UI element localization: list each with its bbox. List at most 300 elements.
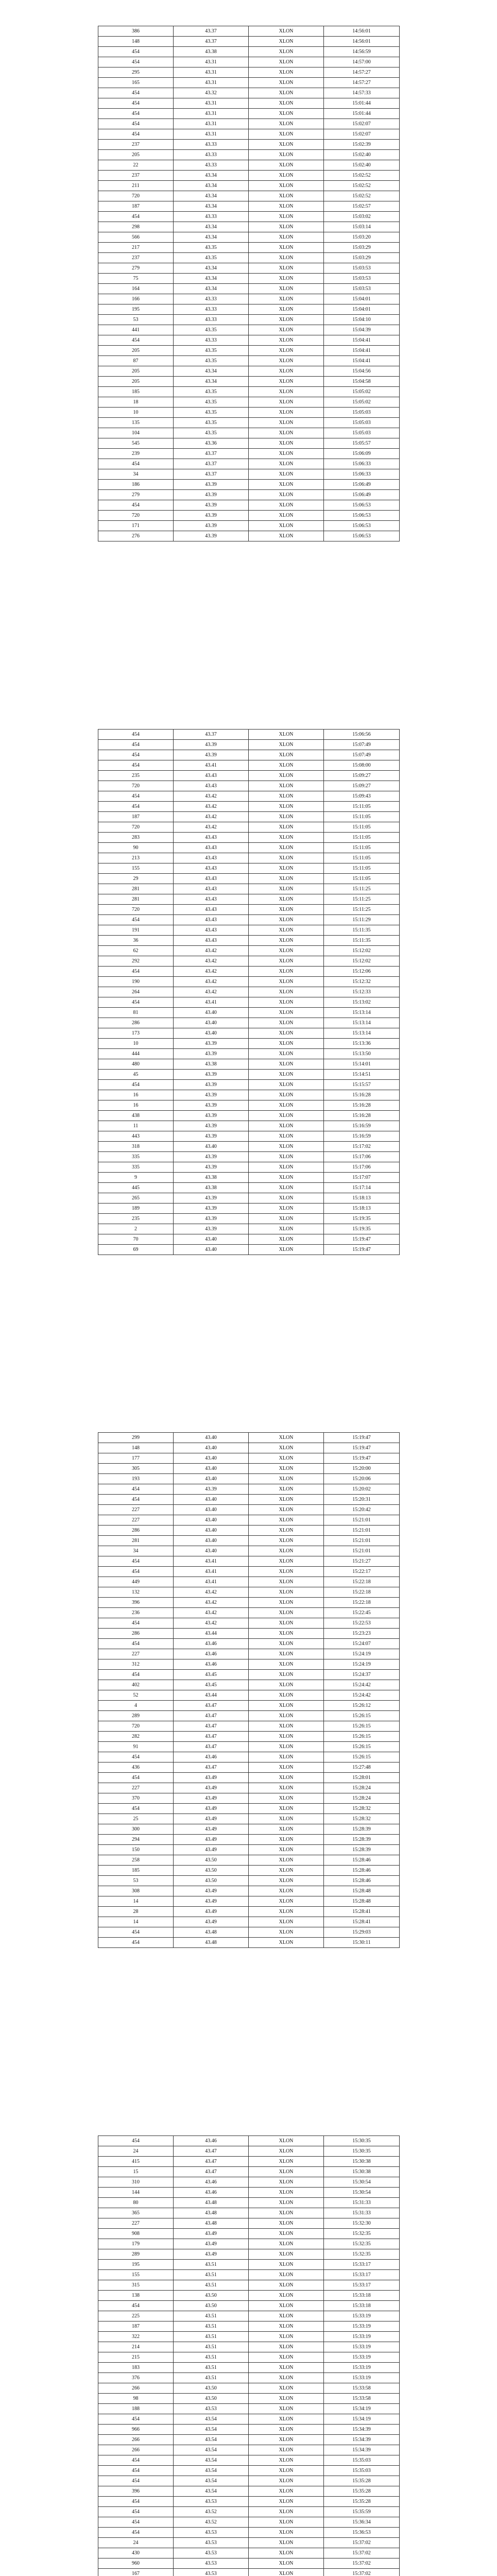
- volume-cell: 444: [98, 1049, 174, 1059]
- time-cell: 15:13:14: [324, 1018, 400, 1028]
- volume-cell: 281: [98, 894, 174, 905]
- volume-cell: 315: [98, 2280, 174, 2291]
- price-cell: 43.43: [174, 936, 249, 946]
- venue-cell: XLON: [249, 387, 324, 397]
- venue-cell: XLON: [249, 1018, 324, 1028]
- table-row: [98, 1876, 400, 1886]
- time-cell: 15:37:02: [324, 2558, 400, 2569]
- table-row: [98, 1495, 400, 1505]
- time-cell: 15:24:42: [324, 1690, 400, 1701]
- volume-cell: 62: [98, 946, 174, 956]
- time-cell: 15:28:46: [324, 1876, 400, 1886]
- table-row: [98, 222, 400, 232]
- volume-cell: 4: [98, 1701, 174, 1711]
- table-row: [98, 480, 400, 490]
- volume-cell: 150: [98, 1845, 174, 1855]
- price-cell: 43.39: [174, 1204, 249, 1214]
- time-cell: 15:05:57: [324, 438, 400, 449]
- volume-cell: 318: [98, 1142, 174, 1152]
- price-cell: 43.52: [174, 2517, 249, 2528]
- time-cell: 15:33:19: [324, 2352, 400, 2363]
- volume-cell: 454: [98, 2507, 174, 2517]
- venue-cell: XLON: [249, 1224, 324, 1234]
- price-cell: 43.45: [174, 1670, 249, 1680]
- time-cell: 15:02:40: [324, 160, 400, 171]
- venue-cell: XLON: [249, 1670, 324, 1680]
- price-cell: 43.53: [174, 2569, 249, 2576]
- table-row: [98, 438, 400, 449]
- venue-cell: XLON: [249, 946, 324, 956]
- table-row: [98, 201, 400, 212]
- volume-cell: 289: [98, 1711, 174, 1721]
- volume-cell: 266: [98, 2383, 174, 2394]
- table-row: [98, 2352, 400, 2363]
- venue-cell: XLON: [249, 771, 324, 781]
- price-cell: 43.51: [174, 2332, 249, 2342]
- price-cell: 43.49: [174, 1835, 249, 1845]
- venue-cell: XLON: [249, 1142, 324, 1152]
- time-cell: 15:11:25: [324, 884, 400, 894]
- venue-cell: XLON: [249, 1598, 324, 1608]
- time-cell: 15:11:05: [324, 843, 400, 853]
- venue-cell: XLON: [249, 1876, 324, 1886]
- volume-cell: 335: [98, 1162, 174, 1173]
- price-cell: 43.34: [174, 222, 249, 232]
- volume-cell: 15: [98, 2167, 174, 2177]
- price-cell: 43.37: [174, 730, 249, 740]
- time-cell: 15:28:01: [324, 1773, 400, 1783]
- time-cell: 15:04:01: [324, 294, 400, 304]
- volume-cell: 365: [98, 2208, 174, 2218]
- price-cell: 43.34: [174, 191, 249, 201]
- time-cell: 15:05:02: [324, 397, 400, 408]
- time-cell: 15:06:56: [324, 730, 400, 740]
- volume-cell: 279: [98, 490, 174, 500]
- volume-cell: 454: [98, 760, 174, 771]
- table-row: [98, 740, 400, 750]
- volume-cell: 258: [98, 1855, 174, 1866]
- venue-cell: XLON: [249, 469, 324, 480]
- venue-cell: XLON: [249, 1721, 324, 1732]
- venue-cell: XLON: [249, 2528, 324, 2538]
- venue-cell: XLON: [249, 936, 324, 946]
- time-cell: 15:30:38: [324, 2167, 400, 2177]
- time-cell: 15:35:28: [324, 2486, 400, 2497]
- volume-cell: 2: [98, 1224, 174, 1234]
- table-row: [98, 1453, 400, 1464]
- table-row: [98, 171, 400, 181]
- table-row: [98, 1111, 400, 1121]
- table-row: [98, 335, 400, 346]
- table-row: [98, 47, 400, 57]
- price-cell: 43.49: [174, 2249, 249, 2260]
- time-cell: 15:24:07: [324, 1639, 400, 1649]
- volume-cell: 235: [98, 771, 174, 781]
- volume-cell: 132: [98, 1587, 174, 1598]
- venue-cell: XLON: [249, 1927, 324, 1938]
- price-cell: 43.43: [174, 771, 249, 781]
- venue-cell: XLON: [249, 1484, 324, 1495]
- table-row: [98, 274, 400, 284]
- venue-cell: XLON: [249, 1917, 324, 1927]
- venue-cell: XLON: [249, 1183, 324, 1193]
- venue-cell: XLON: [249, 1049, 324, 1059]
- time-cell: 15:19:47: [324, 1453, 400, 1464]
- volume-cell: 454: [98, 47, 174, 57]
- venue-cell: XLON: [249, 2342, 324, 2352]
- time-cell: 15:28:39: [324, 1824, 400, 1835]
- table-row: [98, 1629, 400, 1639]
- venue-cell: XLON: [249, 2218, 324, 2229]
- table-row: [98, 1608, 400, 1618]
- time-cell: 15:33:17: [324, 2260, 400, 2270]
- volume-cell: 185: [98, 387, 174, 397]
- volume-cell: 545: [98, 438, 174, 449]
- table-row: [98, 2270, 400, 2280]
- price-cell: 43.43: [174, 781, 249, 791]
- time-cell: 15:12:32: [324, 977, 400, 987]
- venue-cell: XLON: [249, 2136, 324, 2146]
- table-row: [98, 1639, 400, 1649]
- table-row: [98, 2476, 400, 2486]
- volume-cell: 214: [98, 2342, 174, 2352]
- volume-cell: 454: [98, 915, 174, 925]
- venue-cell: XLON: [249, 1495, 324, 1505]
- volume-cell: 370: [98, 1793, 174, 1804]
- time-cell: 15:17:06: [324, 1152, 400, 1162]
- table-row: [98, 1742, 400, 1752]
- venue-cell: XLON: [249, 1070, 324, 1080]
- table-row: [98, 2239, 400, 2249]
- price-cell: 43.54: [174, 2486, 249, 2497]
- table-row: [98, 843, 400, 853]
- price-cell: 43.49: [174, 1824, 249, 1835]
- time-cell: 15:16:28: [324, 1100, 400, 1111]
- price-cell: 43.54: [174, 2425, 249, 2435]
- table-row: [98, 812, 400, 822]
- table-row: [98, 1598, 400, 1608]
- price-cell: 43.33: [174, 150, 249, 160]
- venue-cell: XLON: [249, 1701, 324, 1711]
- time-cell: 15:20:06: [324, 1474, 400, 1484]
- venue-cell: XLON: [249, 1464, 324, 1474]
- price-cell: 43.43: [174, 915, 249, 925]
- price-cell: 43.44: [174, 1690, 249, 1701]
- time-cell: 15:32:35: [324, 2239, 400, 2249]
- table-row: [98, 98, 400, 109]
- time-cell: 15:26:15: [324, 1711, 400, 1721]
- venue-cell: XLON: [249, 1886, 324, 1896]
- price-cell: 43.32: [174, 88, 249, 98]
- table-row: [98, 802, 400, 812]
- volume-cell: 454: [98, 459, 174, 469]
- price-cell: 43.38: [174, 1183, 249, 1193]
- volume-cell: 135: [98, 418, 174, 428]
- venue-cell: XLON: [249, 232, 324, 243]
- table-row: [98, 977, 400, 987]
- price-cell: 43.36: [174, 438, 249, 449]
- table-row: [98, 26, 400, 37]
- price-cell: 43.47: [174, 1762, 249, 1773]
- price-cell: 43.46: [174, 2177, 249, 2188]
- volume-cell: 454: [98, 1938, 174, 1948]
- volume-cell: 205: [98, 377, 174, 387]
- time-cell: 15:24:19: [324, 1659, 400, 1670]
- venue-cell: XLON: [249, 1536, 324, 1546]
- table-row: [98, 2208, 400, 2218]
- price-cell: 43.33: [174, 315, 249, 325]
- table-row: [98, 1183, 400, 1193]
- venue-cell: XLON: [249, 181, 324, 191]
- time-cell: 15:09:27: [324, 781, 400, 791]
- venue-cell: XLON: [249, 37, 324, 47]
- table-row: [98, 967, 400, 977]
- table-row: [98, 2260, 400, 2270]
- volume-cell: 720: [98, 905, 174, 915]
- venue-cell: XLON: [249, 428, 324, 438]
- venue-cell: XLON: [249, 26, 324, 37]
- table-row: [98, 2435, 400, 2445]
- time-cell: 15:01:44: [324, 98, 400, 109]
- price-cell: 43.47: [174, 2157, 249, 2167]
- table-row: [98, 387, 400, 397]
- volume-cell: 11: [98, 1121, 174, 1131]
- volume-cell: 720: [98, 511, 174, 521]
- venue-cell: XLON: [249, 925, 324, 936]
- time-cell: 15:11:05: [324, 802, 400, 812]
- volume-cell: 300: [98, 1824, 174, 1835]
- volume-cell: 189: [98, 1204, 174, 1214]
- volume-cell: 454: [98, 2476, 174, 2486]
- price-cell: 43.39: [174, 480, 249, 490]
- table-row: [98, 1783, 400, 1793]
- time-cell: 15:35:28: [324, 2497, 400, 2507]
- venue-cell: XLON: [249, 1546, 324, 1556]
- price-cell: 43.39: [174, 1111, 249, 1121]
- volume-cell: 165: [98, 78, 174, 88]
- price-cell: 43.38: [174, 47, 249, 57]
- volume-cell: 454: [98, 997, 174, 1008]
- table-row: [98, 1670, 400, 1680]
- price-cell: 43.43: [174, 833, 249, 843]
- time-cell: 15:11:35: [324, 925, 400, 936]
- table-row: [98, 1732, 400, 1742]
- venue-cell: XLON: [249, 1433, 324, 1443]
- price-cell: 43.41: [174, 1577, 249, 1587]
- price-cell: 43.53: [174, 2528, 249, 2538]
- venue-cell: XLON: [249, 874, 324, 884]
- venue-cell: XLON: [249, 1556, 324, 1567]
- time-cell: 15:36:53: [324, 2528, 400, 2538]
- venue-cell: XLON: [249, 263, 324, 274]
- time-cell: 15:37:02: [324, 2538, 400, 2548]
- table-row: [98, 232, 400, 243]
- venue-cell: XLON: [249, 253, 324, 263]
- time-cell: 15:33:18: [324, 2301, 400, 2311]
- time-cell: 15:06:53: [324, 500, 400, 511]
- volume-cell: 299: [98, 1433, 174, 1443]
- table-row: [98, 2558, 400, 2569]
- price-cell: 43.34: [174, 366, 249, 377]
- venue-cell: XLON: [249, 2280, 324, 2291]
- venue-cell: XLON: [249, 2435, 324, 2445]
- venue-cell: XLON: [249, 802, 324, 812]
- venue-cell: XLON: [249, 2321, 324, 2332]
- volume-cell: 454: [98, 1927, 174, 1938]
- price-cell: 43.51: [174, 2280, 249, 2291]
- table-row: [98, 925, 400, 936]
- volume-cell: 454: [98, 57, 174, 67]
- time-cell: 15:02:39: [324, 140, 400, 150]
- venue-cell: XLON: [249, 833, 324, 843]
- price-cell: 43.40: [174, 1234, 249, 1245]
- volume-cell: 190: [98, 977, 174, 987]
- table-row: [98, 1762, 400, 1773]
- venue-cell: XLON: [249, 2311, 324, 2321]
- volume-cell: 454: [98, 1567, 174, 1577]
- time-cell: 15:12:06: [324, 967, 400, 977]
- table-row: [98, 781, 400, 791]
- price-cell: 43.54: [174, 2435, 249, 2445]
- price-cell: 43.49: [174, 1907, 249, 1917]
- volume-cell: 80: [98, 2198, 174, 2208]
- venue-cell: XLON: [249, 2208, 324, 2218]
- venue-cell: XLON: [249, 1028, 324, 1039]
- venue-cell: XLON: [249, 2270, 324, 2280]
- volume-cell: 282: [98, 1732, 174, 1742]
- table-row: [98, 212, 400, 222]
- venue-cell: XLON: [249, 2167, 324, 2177]
- venue-cell: XLON: [249, 1690, 324, 1701]
- time-cell: 15:19:47: [324, 1443, 400, 1453]
- price-cell: 43.43: [174, 894, 249, 905]
- venue-cell: XLON: [249, 129, 324, 140]
- table-row: [98, 2445, 400, 2455]
- time-cell: 15:17:02: [324, 1142, 400, 1152]
- time-cell: 15:30:11: [324, 1938, 400, 1948]
- time-cell: 15:03:20: [324, 232, 400, 243]
- time-cell: 15:28:46: [324, 1866, 400, 1876]
- table-row: [98, 2486, 400, 2497]
- table-row: [98, 1721, 400, 1732]
- venue-cell: XLON: [249, 1711, 324, 1721]
- table-row: [98, 78, 400, 88]
- price-cell: 43.39: [174, 1039, 249, 1049]
- price-cell: 43.41: [174, 1556, 249, 1567]
- venue-cell: XLON: [249, 987, 324, 997]
- price-cell: 43.50: [174, 2383, 249, 2394]
- volume-cell: 454: [98, 1639, 174, 1649]
- price-cell: 43.50: [174, 1876, 249, 1886]
- price-cell: 43.49: [174, 1886, 249, 1896]
- table-row: [98, 1845, 400, 1855]
- venue-cell: XLON: [249, 2455, 324, 2466]
- venue-cell: XLON: [249, 2301, 324, 2311]
- volume-cell: 276: [98, 531, 174, 541]
- time-cell: 15:17:07: [324, 1173, 400, 1183]
- time-cell: 15:32:35: [324, 2249, 400, 2260]
- price-cell: 43.33: [174, 160, 249, 171]
- venue-cell: XLON: [249, 243, 324, 253]
- volume-cell: 69: [98, 1245, 174, 1255]
- table-row: [98, 1245, 400, 1255]
- volume-cell: 213: [98, 853, 174, 863]
- price-cell: 43.35: [174, 243, 249, 253]
- time-cell: 15:04:56: [324, 366, 400, 377]
- price-cell: 43.40: [174, 1515, 249, 1526]
- price-cell: 43.42: [174, 956, 249, 967]
- time-cell: 15:36:34: [324, 2517, 400, 2528]
- venue-cell: XLON: [249, 67, 324, 78]
- volume-cell: 454: [98, 2455, 174, 2466]
- time-cell: 15:37:02: [324, 2548, 400, 2558]
- table-row: [98, 730, 400, 740]
- volume-cell: 45: [98, 1070, 174, 1080]
- venue-cell: XLON: [249, 2425, 324, 2435]
- volume-cell: 454: [98, 98, 174, 109]
- time-cell: 15:32:35: [324, 2229, 400, 2239]
- table-row: [98, 2363, 400, 2373]
- table-row: [98, 2569, 400, 2576]
- time-cell: 15:20:00: [324, 1464, 400, 1474]
- venue-cell: XLON: [249, 109, 324, 119]
- table-row: [98, 1214, 400, 1224]
- table-row: [98, 1773, 400, 1783]
- table-row: [98, 2301, 400, 2311]
- venue-cell: XLON: [249, 1214, 324, 1224]
- venue-cell: XLON: [249, 438, 324, 449]
- time-cell: 15:33:19: [324, 2332, 400, 2342]
- table-row: [98, 181, 400, 191]
- price-cell: 43.48: [174, 2218, 249, 2229]
- volume-cell: 279: [98, 263, 174, 274]
- volume-cell: 24: [98, 2146, 174, 2157]
- price-cell: 43.40: [174, 1474, 249, 1484]
- venue-cell: XLON: [249, 1629, 324, 1639]
- time-cell: 15:12:33: [324, 987, 400, 997]
- volume-cell: 454: [98, 802, 174, 812]
- time-cell: 15:30:38: [324, 2157, 400, 2167]
- volume-cell: 265: [98, 1193, 174, 1204]
- venue-cell: XLON: [249, 2445, 324, 2455]
- venue-cell: XLON: [249, 1855, 324, 1866]
- table-row: [98, 915, 400, 925]
- time-cell: 15:28:39: [324, 1835, 400, 1845]
- table-row: [98, 1886, 400, 1896]
- venue-cell: XLON: [249, 449, 324, 459]
- time-cell: 15:19:47: [324, 1433, 400, 1443]
- table-row: [98, 833, 400, 843]
- table-row: [98, 469, 400, 480]
- time-cell: 15:33:58: [324, 2394, 400, 2404]
- venue-cell: XLON: [249, 325, 324, 335]
- volume-cell: 454: [98, 750, 174, 760]
- table-row: [98, 2167, 400, 2177]
- table-row: [98, 2528, 400, 2538]
- volume-cell: 217: [98, 243, 174, 253]
- venue-cell: XLON: [249, 2373, 324, 2383]
- venue-cell: XLON: [249, 1080, 324, 1090]
- venue-cell: XLON: [249, 2476, 324, 2486]
- price-cell: 43.46: [174, 1752, 249, 1762]
- volume-cell: 53: [98, 315, 174, 325]
- volume-cell: 91: [98, 1742, 174, 1752]
- table-row: [98, 408, 400, 418]
- time-cell: 15:16:59: [324, 1131, 400, 1142]
- price-cell: 43.48: [174, 1927, 249, 1938]
- volume-cell: 438: [98, 1111, 174, 1121]
- volume-cell: 454: [98, 500, 174, 511]
